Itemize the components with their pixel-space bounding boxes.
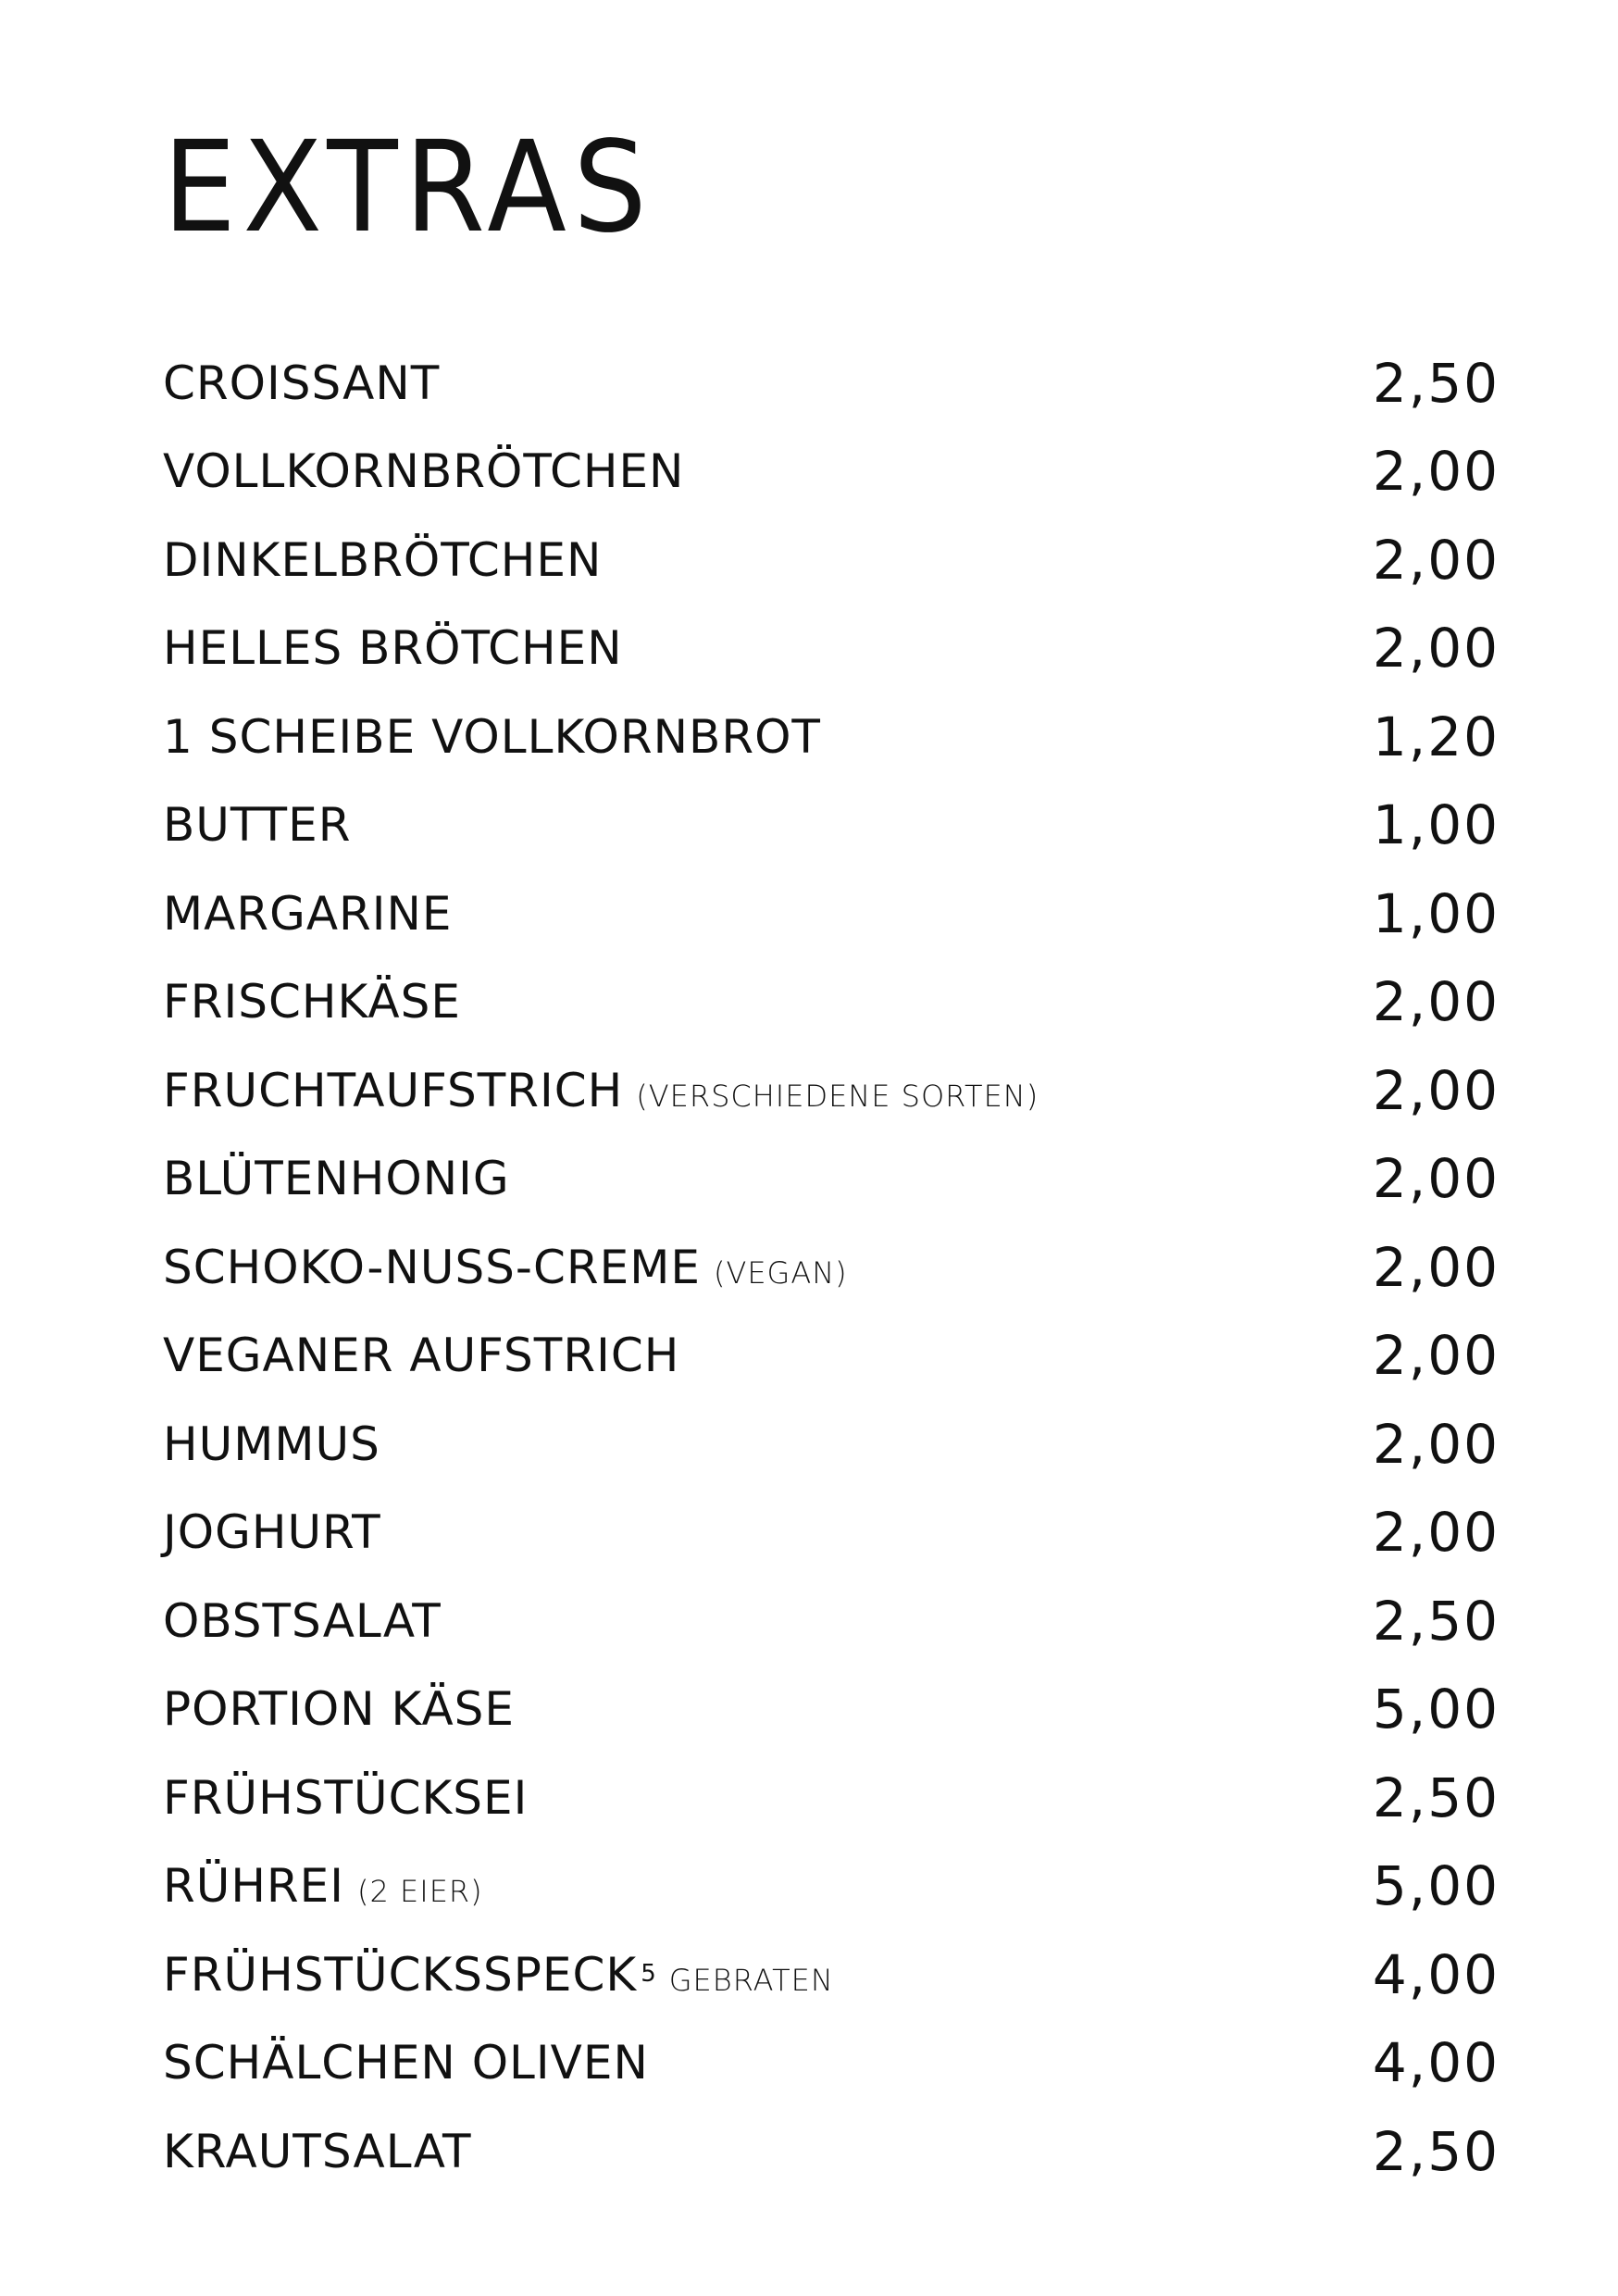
- item-name: FRISCHKÄSE: [163, 975, 461, 1029]
- item-note: (VERSCHIEDENE SORTEN): [636, 1078, 1039, 1114]
- menu-item-label: [163, 1064, 1039, 1117]
- menu-item-label: [163, 1505, 381, 1559]
- menu-item: [163, 1489, 1500, 1578]
- menu-item-label: [163, 798, 351, 852]
- menu-item: [163, 605, 1500, 693]
- menu-item-label: [163, 444, 684, 498]
- menu-item: [163, 339, 1500, 428]
- menu-item-label: [163, 1859, 483, 1913]
- item-note: (2 EIER): [357, 1874, 483, 1910]
- item-name: VOLLKORNBRÖTCHEN: [163, 444, 685, 499]
- menu-item-label: [163, 1241, 848, 1294]
- item-name: BLÜTENHONIG: [163, 1152, 510, 1206]
- menu-item-label: [163, 1594, 442, 1648]
- menu-item: [163, 2019, 1500, 2108]
- menu-item: [163, 1930, 1500, 2019]
- menu-item-label: [163, 975, 461, 1029]
- item-name: CROISSANT: [163, 356, 441, 410]
- item-name: RÜHREI: [163, 1859, 345, 1914]
- menu-item-label: [163, 1417, 380, 1471]
- item-name: DINKELBRÖTCHEN: [163, 532, 603, 587]
- item-name: FRÜHSTÜCKSEI: [163, 1770, 529, 1825]
- menu-item: [163, 1842, 1500, 1931]
- menu-item-label: [163, 1948, 834, 2002]
- item-price: 1,00: [1372, 881, 1500, 945]
- item-name: OBSTSALAT: [163, 1593, 442, 1648]
- menu-item: [163, 1577, 1500, 1666]
- item-name: SCHOKO-NUSS-CREME: [163, 1240, 701, 1294]
- item-name: SCHÄLCHEN OLIVEN: [163, 2036, 649, 2090]
- item-price: 2,50: [1372, 351, 1500, 415]
- menu-item-label: [163, 356, 440, 410]
- item-name: KRAUTSALAT: [163, 2124, 472, 2178]
- item-price: 2,00: [1372, 1324, 1500, 1388]
- menu-item: [163, 2107, 1500, 2196]
- item-price: 4,00: [1372, 2031, 1500, 2095]
- menu-item: [163, 516, 1500, 605]
- item-name: JOGHURT: [163, 1505, 381, 1560]
- menu-item: [163, 781, 1500, 870]
- item-price: 2,00: [1372, 440, 1500, 504]
- item-name: VEGANER AUFSTRICH: [163, 1329, 680, 1383]
- menu-item-label: [163, 621, 623, 675]
- item-price: 1,00: [1372, 793, 1500, 857]
- item-name: HUMMUS: [163, 1416, 380, 1471]
- item-note: GEBRATEN: [668, 1962, 834, 1998]
- item-note: (VEGAN): [713, 1254, 848, 1291]
- item-name: MARGARINE: [163, 886, 453, 941]
- menu-item-label: [163, 1682, 515, 1736]
- menu-item-label: [163, 2125, 472, 2178]
- item-name: FRÜHSTÜCKSSPECK: [163, 1947, 638, 2002]
- item-price: 2,00: [1372, 617, 1500, 680]
- item-price: 1,20: [1372, 705, 1500, 768]
- item-price: 2,00: [1372, 1147, 1500, 1211]
- menu-item-label: [163, 710, 821, 764]
- menu-item: [163, 1753, 1500, 1842]
- item-price: 2,50: [1372, 2119, 1500, 2183]
- menu-item-label: [163, 1329, 679, 1382]
- extras-list: [163, 339, 1500, 2196]
- item-name: FRUCHTAUFSTRICH: [163, 1063, 624, 1117]
- item-price: 2,00: [1372, 528, 1500, 592]
- item-price: 5,00: [1372, 1678, 1500, 1741]
- menu-item: [163, 958, 1500, 1047]
- item-price: 2,00: [1372, 970, 1500, 1034]
- menu-item-label: [163, 1152, 510, 1205]
- menu-item-label: [163, 1771, 528, 1825]
- item-price: 4,00: [1372, 1942, 1500, 2006]
- menu-item-label: [163, 533, 602, 587]
- item-name: HELLES BRÖTCHEN: [163, 621, 623, 676]
- menu-item: [163, 1312, 1500, 1401]
- item-price: 2,00: [1372, 1412, 1500, 1476]
- menu-item: [163, 1135, 1500, 1224]
- menu-item-label: [163, 887, 453, 941]
- page-title: EXTRAS: [163, 115, 654, 261]
- item-price: 2,00: [1372, 1235, 1500, 1299]
- menu-item-label: [163, 2036, 649, 2090]
- menu-item: [163, 428, 1500, 517]
- menu-item: [163, 693, 1500, 781]
- item-price: 2,00: [1372, 1501, 1500, 1565]
- item-price: 5,00: [1372, 1854, 1500, 1918]
- item-name: 1 SCHEIBE VOLLKORNBROT: [163, 709, 821, 764]
- menu-item: [163, 1400, 1500, 1489]
- menu-item: [163, 869, 1500, 958]
- allergen-footnote-mark: 5: [641, 1959, 656, 1988]
- menu-item: [163, 1046, 1500, 1135]
- item-price: 2,50: [1372, 1766, 1500, 1829]
- menu-item: [163, 1223, 1500, 1312]
- menu-item: [163, 1666, 1500, 1754]
- item-price: 2,50: [1372, 1589, 1500, 1653]
- item-name: PORTION KÄSE: [163, 1682, 515, 1737]
- item-name: BUTTER: [163, 798, 352, 853]
- item-price: 2,00: [1372, 1058, 1500, 1122]
